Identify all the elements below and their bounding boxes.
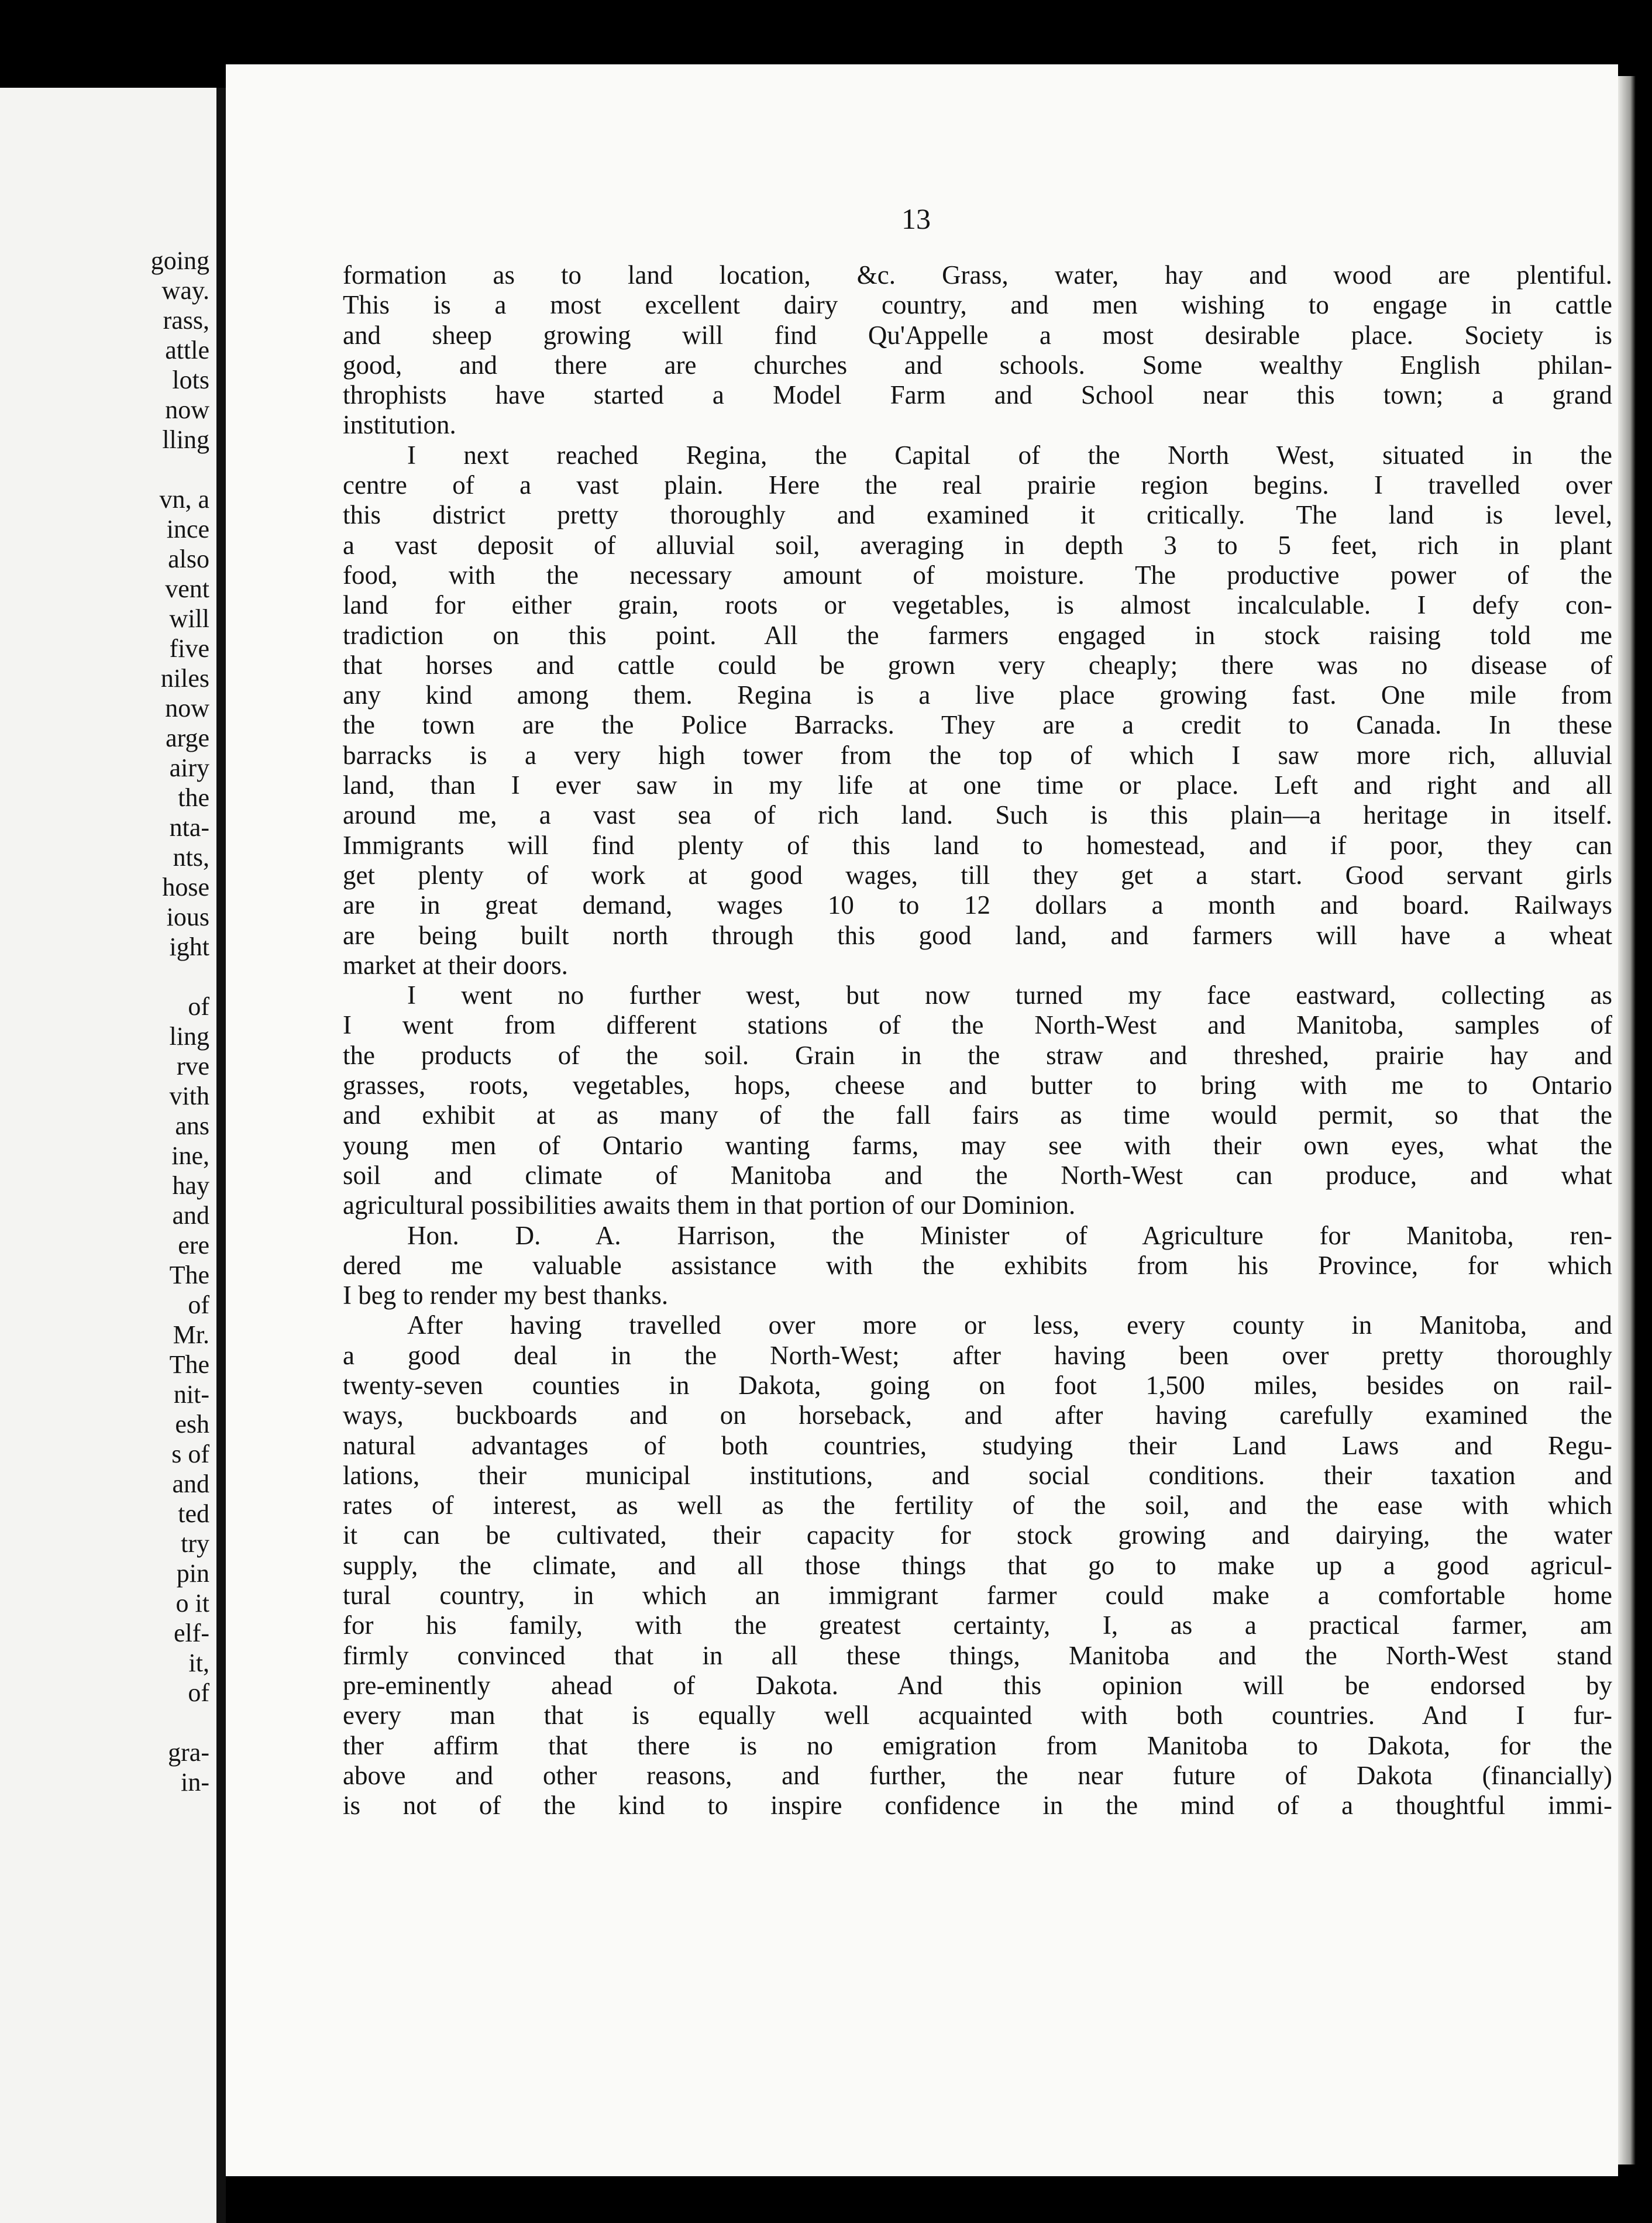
text-line: around me, a vast sea of rich land. Such is this plain—a heritage in itself. [343,800,1612,830]
text-line: that horses and cattle could be grown very cheaply; there was no disease of [343,650,1612,680]
facing-page-fragment: lots [172,366,209,394]
text-line: ther affirm that there is no emigration from Manitoba to Dakota, for the [343,1730,1612,1760]
facing-page-fragment: s of [171,1440,209,1468]
facing-page-fragment: now [165,694,209,722]
facing-page-fragment: The [169,1350,209,1379]
text-line: After having travelled over more or less, every county in Manitoba, and [407,1310,1612,1340]
text-line: rates of interest, as well as the fertility of the soil, and the ease with which [343,1491,1612,1520]
text-line: This is a most excellent dairy country, and men wishing to engage in cattle [343,290,1612,320]
facing-page-fragment: ince [166,515,209,543]
facing-page-fragment: o it [175,1589,209,1618]
text-line: any kind among them. Regina is a live place growing fast. One mile from [343,680,1612,710]
facing-page-fragment: The [169,1261,209,1289]
facing-page-fragment: attle [165,336,209,364]
text-line: food, with the necessary amount of moisture. The productive power of the [343,560,1612,590]
facing-page-fragment: ted [178,1499,209,1528]
facing-page-fragment: pin [176,1559,209,1588]
text-line: and exhibit at as many of the fall fairs as time would permit, so that the [343,1100,1612,1130]
facing-page-fragment: will [169,604,209,633]
text-line: natural advantages of both countries, studying their Land Laws and Regu- [343,1430,1612,1460]
text-line: above and other reasons, and further, the near future of Dakota (financially) [343,1760,1612,1790]
text-line: is not of the kind to inspire confidence in the mind of a thoughtful immi- [343,1791,1612,1821]
facing-page-fragment: it, [188,1649,209,1677]
text-line: barracks is a very high tower from the top of which I saw more rich, alluvial [343,740,1612,770]
facing-page-fragment [34,455,209,484]
facing-page-fragment: vith [169,1082,209,1110]
facing-page-fragment: gra- [168,1738,209,1767]
facing-page-fragment: esh [175,1410,209,1439]
paragraph [343,441,1612,980]
text-line: young men of Ontario wanting farms, may see with their own eyes, what the [343,1130,1612,1160]
text-line: centre of a vast plain. Here the real prairie region begins. I travelled over [343,470,1612,500]
facing-page-fragment: rve [176,1052,209,1080]
facing-page-fragment: now [165,395,209,424]
facing-page-fragment: ere [178,1231,209,1260]
text-line: are being built north through this good land, and farmers will have a wheat [343,920,1612,950]
page-edge-shadow [1618,76,1636,2164]
facing-page-fragment: hay [172,1171,209,1200]
facing-page-fragment: lling [162,425,209,454]
text-line: get plenty of work at good wages, till they get a start. Good servant girls [343,860,1612,890]
facing-page-text-fragments [34,246,209,1797]
paragraph [343,1310,1612,1821]
book-gutter [216,88,226,2223]
facing-page-fragment: niles [160,664,209,693]
text-line: tradiction on this point. All the farmers engaged in stock raising told me [343,620,1612,650]
facing-page-fragment: ight [169,932,209,961]
facing-page-fragment: of [188,992,209,1021]
facing-page [0,88,216,2223]
facing-page-fragment [34,962,209,992]
facing-page-fragment: in- [181,1768,209,1797]
text-line: good, and there are churches and schools. Some wealthy English philan- [343,350,1612,380]
facing-page-fragment: airy [169,753,209,782]
facing-page-fragment: ling [169,1022,209,1051]
facing-page-fragment: five [169,634,209,663]
facing-page-fragment: and [172,1201,209,1230]
text-line: I next reached Regina, the Capital of the North West, situated in the [407,440,1612,470]
facing-page-fragment: nta- [169,813,209,842]
facing-page-fragment: arge [166,724,209,752]
text-line: institution. [343,410,456,440]
facing-page-fragment: ine, [171,1141,209,1170]
facing-page-fragment: of [188,1678,209,1707]
text-line: the town are the Police Barracks. They are a credit to Canada. In these [343,710,1612,740]
text-line: are in great demand, wages 10 to 12 dollars a month and board. Railways [343,890,1612,920]
text-line: ways, buckboards and on horseback, and after having carefully examined the [343,1400,1612,1430]
facing-page-fragment: elf- [173,1619,209,1647]
facing-page-fragment: Mr. [173,1320,209,1349]
text-line: supply, the climate, and all those things that go to make up a good agricul- [343,1550,1612,1580]
text-line: a good deal in the North-West; after having been over pretty thoroughly [343,1340,1612,1370]
text-line: twenty-seven counties in Dakota, going on foot 1,500 miles, besides on rail- [343,1370,1612,1400]
text-line: Immigrants will find plenty of this land to homestead, and if poor, they can [343,830,1612,860]
text-line: dered me valuable assistance with the exhibits from his Province, for which [343,1250,1612,1280]
body-text [343,260,1612,1821]
text-line: I went from different stations of the North-West and Manitoba, samples of [343,1010,1612,1040]
text-line: it can be cultivated, their capacity for stock growing and dairying, the water [343,1520,1612,1550]
paragraph [343,980,1612,1220]
text-line: formation as to land location, &c. Grass, water, hay and wood are plentiful. [343,260,1612,290]
text-line: every man that is equally well acquainted with both countries. And I fur- [343,1701,1612,1730]
text-line: Hon. D. A. Harrison, the Minister of Agriculture for Manitoba, ren- [407,1220,1612,1250]
text-line: lations, their municipal institutions, and social conditions. their taxation and [343,1460,1612,1490]
facing-page-fragment: try [181,1529,209,1558]
text-line: land, than I ever saw in my life at one time or place. Left and right and all [343,770,1612,800]
text-line: pre-eminently ahead of Dakota. And this opinion will be endorsed by [343,1670,1612,1700]
facing-page-fragment: rass, [163,306,209,335]
facing-page-fragment: vent [165,574,209,603]
text-line: the products of the soil. Grain in the straw and threshed, prairie hay and [343,1040,1612,1070]
text-line: for his family, with the greatest certainty, I, as a practical farmer, am [343,1611,1612,1640]
facing-page-fragment: nit- [173,1380,209,1409]
text-line: market at their doors. [343,950,568,980]
paragraph [343,260,1612,441]
facing-page-fragment: the [178,783,209,812]
text-line: this district pretty thoroughly and examined it critically. The land is level, [343,500,1612,530]
text-line: a vast deposit of alluvial soil, averaging in depth 3 to 5 feet, rich in plant [343,530,1612,560]
text-line: I beg to render my best thanks. [343,1281,669,1310]
facing-page-fragment: going [150,246,209,275]
text-line: land for either grain, roots or vegetables, is almost incalculable. I defy con- [343,590,1612,620]
text-line: throphists have started a Model Farm and School near this town; a grand [343,380,1612,410]
page-number: 13 [901,202,931,235]
text-line: soil and climate of Manitoba and the North-West can produce, and what [343,1160,1612,1190]
text-line: I went no further west, but now turned my face eastward, collecting as [407,980,1612,1010]
facing-page-fragment: ans [175,1112,209,1140]
text-line: agricultural possibilities awaits them in that portion of our Dominion. [343,1190,1076,1220]
text-line: firmly convinced that in all these things, Manitoba and the North-West stand [343,1640,1612,1670]
facing-page-fragment [34,1708,209,1737]
text-line: and sheep growing will find Qu'Appelle a most desirable place. Society is [343,320,1612,350]
text-line: grasses, roots, vegetables, hops, cheese and butter to bring with me to Ontario [343,1071,1612,1100]
facing-page-fragment: ious [166,903,209,931]
text-line: tural country, in which an immigrant farmer could make a comfortable home [343,1581,1612,1611]
facing-page-fragment: vn, a [159,485,209,514]
facing-page-fragment: also [168,545,209,573]
facing-page-fragment: nts, [173,843,209,872]
facing-page-fragment: of [188,1291,209,1319]
book-page [226,64,1618,2176]
facing-page-fragment: and [172,1470,209,1498]
facing-page-fragment: way. [161,276,209,305]
paragraph [343,1221,1612,1311]
facing-page-fragment: hose [162,873,209,901]
